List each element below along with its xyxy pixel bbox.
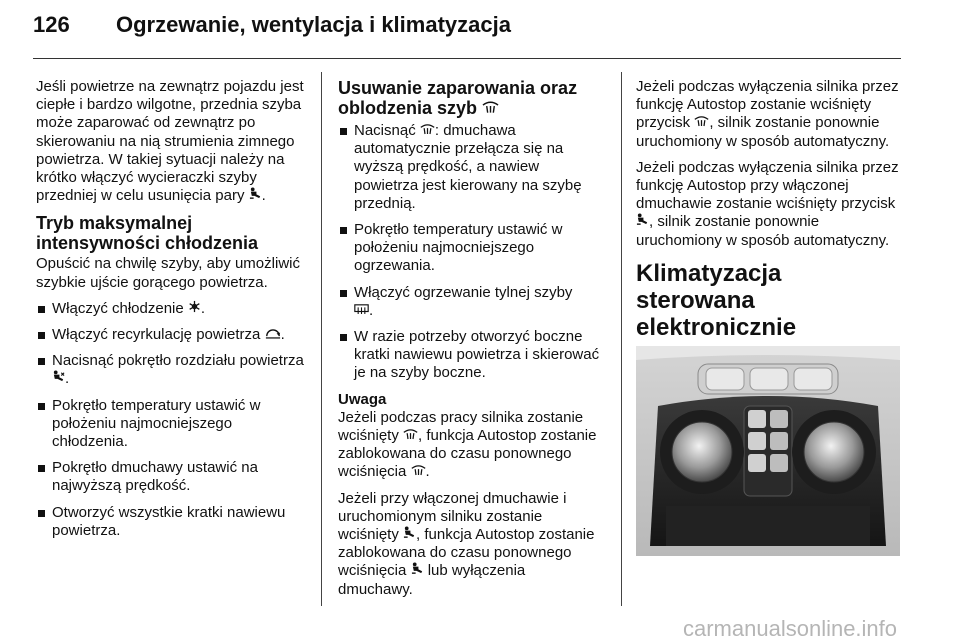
max-cooling-lead: Opuścić na chwilę szyby, aby umożliwić szybkie ujście gorącego powietrza. xyxy=(36,255,300,291)
snowflake-icon xyxy=(188,300,201,318)
column-divider-2 xyxy=(621,72,622,606)
header-divider xyxy=(33,58,901,59)
list-item: Nacisnąć : dmuchawa automatycznie przełącza się na wyższą prędkość, a nawiew powietrza jest kierowany na szybę przednią. xyxy=(338,122,604,213)
section-heading-defrost: Usuwanie zaparowania oraz oblodzenia szyb xyxy=(338,78,578,118)
list-item: Nacisnąć pokrętło rozdziału powietrza . xyxy=(36,352,308,388)
list-item: Włączyć chłodzenie . xyxy=(36,300,308,318)
defrost-icon xyxy=(403,427,418,445)
intro-paragraph: Jeśli powietrze na zewnątrz pojazdu jest ciepłe i bardzo wilgotne, przednia szyba może zaparować od zewnątrz po skierowaniu na nią strumienia zimnego powietrza. W takiej sytuacji należy na krótko włączyć wycieraczki szyby przedniej w celu usunięcia pary . xyxy=(36,78,304,205)
defrost-icon xyxy=(694,114,709,132)
climate-panel-illustration xyxy=(636,346,900,556)
column-divider-1 xyxy=(321,72,322,606)
list-item: W razie potrzeby otworzyć boczne kratki nawiewu powietrza i skierować je na szyby boczne. xyxy=(338,328,604,383)
defrost-icon xyxy=(411,463,426,481)
autostop-paragraph-1: Jeżeli podczas wyłączenia silnika przez funkcję Autostop zostanie wciśnięty przycisk , silnik zostanie ponownie uruchomiony w sposób automatyczny. xyxy=(636,78,899,150)
defrost-icon xyxy=(482,100,499,120)
watermark: carmanualsonline.info xyxy=(683,616,898,641)
note-paragraph-1: Jeżeli podczas pracy silnika zostanie wciśnięty , funkcja Autostop zostanie zablokowana do czasu ponownego wciśnięcia . xyxy=(338,408,597,481)
note-paragraph-2: Jeżeli przy włączonej dmuchawie i uruchomionym silniku zostanie wciśnięty , funkcja Autostop zostanie zablokowana do czasu ponownego wciśnięcia lub wyłączenia dmuchawy. xyxy=(338,489,595,598)
note-title: Uwaga xyxy=(338,390,387,408)
airflow-icon xyxy=(636,213,649,231)
list-item: Pokrętło temperatury ustawić w położeniu najmocniejszego chłodzenia. xyxy=(36,397,308,452)
column-1 xyxy=(36,78,308,548)
recirculation-icon xyxy=(265,326,281,344)
page-title: Ogrzewanie, wentylacja i klimatyzacja xyxy=(116,12,511,37)
max-cooling-steps xyxy=(36,300,308,540)
page-header xyxy=(33,12,903,52)
page-number: 126 xyxy=(33,12,70,37)
climate-control-photo xyxy=(636,346,900,556)
section-heading-max-cooling: Tryb maksymalnej intensywności chłodzenia xyxy=(36,213,259,254)
list-item: Włączyć ogrzewanie tylnej szyby . xyxy=(338,284,604,320)
column-2 xyxy=(338,78,604,607)
list-item: Otworzyć wszystkie kratki nawiewu powietrza. xyxy=(36,504,308,540)
section-heading-climate-control: Klimatyzacja sterowana elektronicznie xyxy=(636,259,797,341)
defrost-steps xyxy=(338,122,604,383)
airflow-icon xyxy=(249,187,262,205)
column-3 xyxy=(636,78,906,341)
rear-window-heater-icon xyxy=(354,302,369,320)
autostop-paragraph-2: Jeżeli podczas wyłączenia silnika przez funkcję Autostop przy włączonej dmuchawie zostanie wciśnięty przycisk , silnik zostanie ponownie uruchomiony w sposób automatyczny. xyxy=(636,158,899,249)
list-item: Włączyć recyrkulację powietrza . xyxy=(36,326,308,344)
list-item: Pokrętło dmuchawy ustawić na najwyższą prędkość. xyxy=(36,459,308,495)
defrost-icon xyxy=(420,122,435,140)
airflow-icon xyxy=(403,526,416,544)
list-item: Pokrętło temperatury ustawić w położeniu najmocniejszego ogrzewania. xyxy=(338,221,604,276)
airflow-icon xyxy=(52,370,65,388)
airflow-icon xyxy=(411,562,424,580)
